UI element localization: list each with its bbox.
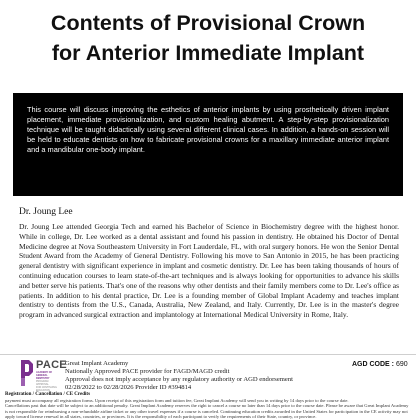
provider-disclaimer: Approval does not imply acceptance by any regulatory authority or AGD endorsement [65, 376, 293, 383]
pace-logo [19, 359, 67, 393]
page-title [0, 8, 416, 68]
pace-sub-3: PROGRAM APPROVAL [36, 380, 49, 386]
pace-logo-icon [19, 359, 35, 387]
pace-logo-subtitle [36, 371, 61, 392]
agd-code-value: 690 [395, 361, 408, 368]
speaker-bio-text: Dr. Joung Lee attended Georgia Tech and earned his Bachelor of Science in Biochemistry degree with the highest honor. While in college, Dr. Lee worked as a dental assistant and found his passion in dentistry. He obtained his Doctor of Dental Medicine degree at Nova Southeastern University in Fort Lauderdale, FL, with oral surgery honors. He won the Senior Dental Student Award from the Academy of General Dentistry. Following his move to San Antonio in 2015, he has been practicing general dentistry with significant experience in implant and cosmetic dentistry. Dr. Lee has been taking thousands of hours of continuing education courses to learn state-of-the-art techniques and is always looking for opportunities to advance his skills and better serve his patients. That's one of the reasons why other dentists and their family members come to Dr. Lee's office as patients. In addition to his dental practice, Dr. Lee is a founding member of Global Implant Academy and teaches implant dentistry to dentists from the U.S., Canada, Australia, New Zealand, and Italy. Currently, Dr. Lee is in the master's degree program in advanced surgical extraction and implantology at International Medical University in Rome, Italy. [19, 222, 399, 320]
page-title-line-2: for Anterior Immediate Implant [51, 41, 365, 65]
provider-approval: Nationally Approved PACE provider for FAGD/MAGD credit [65, 368, 230, 375]
agd-code-label: AGD CODE : [352, 361, 394, 368]
registration-policy-text-1: payment must accompany all registration forms. Upon receipt of this registration form and tuition fee, Great Implant Academy will send you in writing by 14 days prior to the course date. [5, 397, 349, 403]
registration-policy-text-2: Cancellations past that date will be subject to an additional penalty. Great Implant Academy reserves the right to cancel a course no later than 14 days prior to the course date. Please be aware that Great Implant Academy is not responsible for reimbursing a non-refundable airline ticket or any other travel expenses if a course is canceled. Continuing education credits awarded in the United States for participation in the CE activity may not apply toward license renewal in all states, countries, or provinces. It is the responsibility of each participant to verify the requirements of their State, country, or province. [5, 403, 409, 420]
provider-dates-id: 02/28/2022 to 02/28/2026 Provider ID #394814 [65, 384, 192, 391]
registration-policy [5, 392, 411, 420]
provider-name: Great Implant Academy [65, 360, 129, 367]
course-description-box [13, 93, 403, 196]
footer-divider [0, 354, 416, 355]
provider-info [65, 360, 345, 392]
pace-sub-5: EDUCATION [36, 389, 50, 392]
pace-sub-2: GENERAL DENTISTRY [36, 374, 50, 380]
page-title-line-1: Contents of Provisional Crown [50, 11, 366, 35]
speaker-bio [19, 222, 399, 350]
pace-logo-word: PACE [36, 359, 67, 371]
pace-sub-4: FOR CONTINUING [36, 386, 57, 389]
agd-code [352, 361, 408, 368]
registration-policy-heading: Registration / Cancellation / CE Credits [5, 392, 91, 397]
course-description: This course will discuss improving the esthetics of anterior implants by using prosthetically driven implant placement, immediate provisionalization, and custom healing abutment. A step-by-step provisionalization technique will be taught didactically using several different clinical cases. In addition, a hands-on session will be held to educate dentists on how to fabricate provisional crowns for a maxillary immediate anterior implant and a mandibular one-body implant. [27, 105, 389, 154]
pace-sub-1: ACADEMY OF [36, 371, 53, 374]
speaker-name: Dr. Joung Lee [19, 207, 73, 217]
